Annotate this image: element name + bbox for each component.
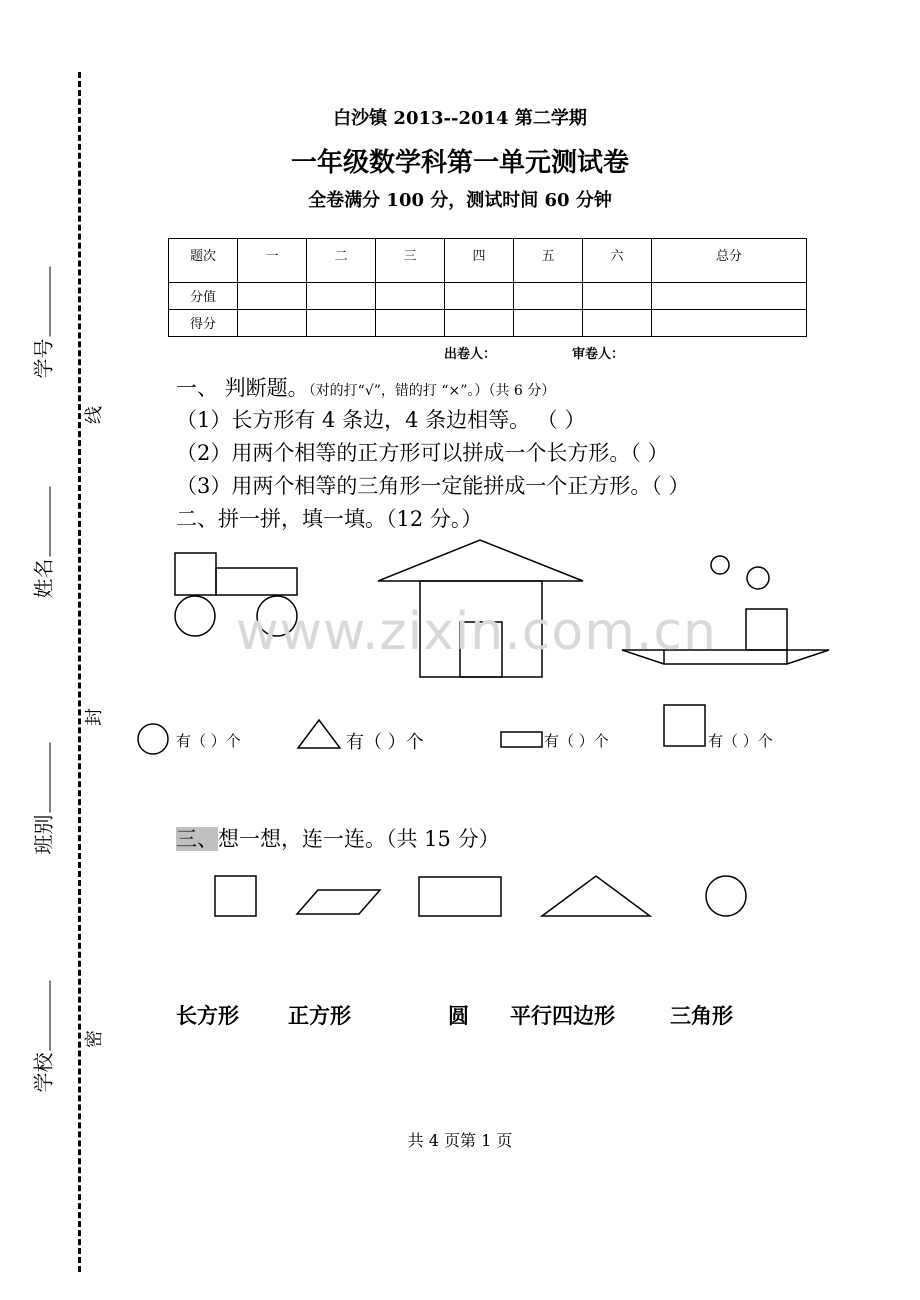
- section3-title: 想一想，连一连。（共 15 分）: [218, 827, 500, 851]
- page-footer: 共 4 页第 1 页: [407, 1131, 513, 1150]
- school-term: 白沙镇 2013--2014 第二学期: [333, 108, 587, 129]
- setter-label: 出卷人：: [444, 347, 497, 362]
- table-row-label: 分值: [169, 283, 238, 310]
- circle-count[interactable]: 有（ ）个: [176, 732, 241, 750]
- table-cell[interactable]: [583, 310, 652, 337]
- section1-note: （对的打“√”，错的打 “×”。）（共 6 分）: [308, 383, 556, 399]
- table-cell[interactable]: [238, 283, 307, 310]
- side-label-class: 班别: [28, 743, 57, 855]
- section3-heading: [176, 823, 500, 853]
- table-header-cell: 二: [307, 239, 376, 283]
- name-square[interactable]: 正方形: [288, 1004, 351, 1028]
- table-cell[interactable]: [307, 310, 376, 337]
- seal-mark-secret: 密: [84, 1030, 105, 1048]
- page-title: 一年级数学科第一单元测试卷: [290, 148, 629, 178]
- section1-heading: [176, 372, 555, 402]
- table-row: [169, 310, 807, 337]
- score-table: [168, 238, 807, 337]
- table-cell[interactable]: [652, 310, 807, 337]
- section3-number: 三、: [176, 827, 218, 851]
- side-label-school: 学校: [28, 981, 57, 1093]
- table-header-cell: 四: [445, 239, 514, 283]
- seal-mark-line: 线: [84, 406, 105, 424]
- question-1-3: （3）用两个相等的三角形一定能拼成一个正方形。（ ）: [176, 474, 690, 498]
- triangle-count[interactable]: 有（ ）个: [346, 732, 424, 753]
- question-1-1: （1）长方形有 4 条边，4 条边相等。 （ ）: [176, 408, 586, 432]
- table-header-cell: 一: [238, 239, 307, 283]
- reviewer-label: 审卷人：: [572, 347, 625, 362]
- name-rectangle[interactable]: 长方形: [176, 1004, 239, 1028]
- table-header-cell: 三: [376, 239, 445, 283]
- triangle-icon: [296, 718, 342, 750]
- rectangle-icon: [500, 730, 544, 750]
- table-cell[interactable]: [514, 283, 583, 310]
- table-cell[interactable]: [583, 283, 652, 310]
- match-triangle[interactable]: [542, 876, 650, 916]
- table-cell[interactable]: [514, 310, 583, 337]
- side-label-name: 姓名: [28, 487, 57, 599]
- name-circle[interactable]: 圆: [448, 1004, 469, 1028]
- table-row: [169, 283, 807, 310]
- section2-heading: 二、拼一拼，填一填。（12 分。）: [176, 507, 483, 531]
- match-circle[interactable]: [706, 876, 746, 916]
- rectangle-count[interactable]: 有（ ）个: [544, 732, 609, 750]
- table-cell[interactable]: [307, 283, 376, 310]
- table-cell[interactable]: [445, 310, 514, 337]
- seal-mark-seal: 封: [84, 708, 105, 726]
- table-cell[interactable]: [445, 283, 514, 310]
- name-triangle[interactable]: 三角形: [670, 1004, 733, 1028]
- table-header-cell: 六: [583, 239, 652, 283]
- table-row-label: 得分: [169, 310, 238, 337]
- table-header-cell: 总分: [652, 239, 807, 283]
- table-row: [169, 239, 807, 283]
- section1-title: 一、 判断题。: [176, 376, 309, 400]
- table-cell[interactable]: [238, 310, 307, 337]
- question-1-2: （2）用两个相等的正方形可以拼成一个长方形。（ ）: [176, 441, 669, 465]
- page-subtitle: 全卷满分 100 分，测试时间 60 分钟: [308, 190, 612, 211]
- circle-icon: [136, 722, 170, 756]
- table-header-cell: 五: [514, 239, 583, 283]
- square-count[interactable]: 有（ ）个: [708, 732, 773, 750]
- match-parallelogram[interactable]: [297, 890, 380, 914]
- name-parallelogram[interactable]: 平行四边形: [510, 1004, 615, 1028]
- match-square[interactable]: [215, 876, 256, 916]
- table-header-cell: 题次: [169, 239, 238, 283]
- table-cell[interactable]: [652, 283, 807, 310]
- table-cell[interactable]: [376, 310, 445, 337]
- square-icon: [663, 704, 707, 748]
- table-cell[interactable]: [376, 283, 445, 310]
- watermark: www.zixin.com.cn: [236, 602, 717, 662]
- match-rectangle[interactable]: [419, 877, 501, 916]
- match-shapes: [0, 868, 920, 928]
- side-label-student-no: 学号: [28, 267, 57, 379]
